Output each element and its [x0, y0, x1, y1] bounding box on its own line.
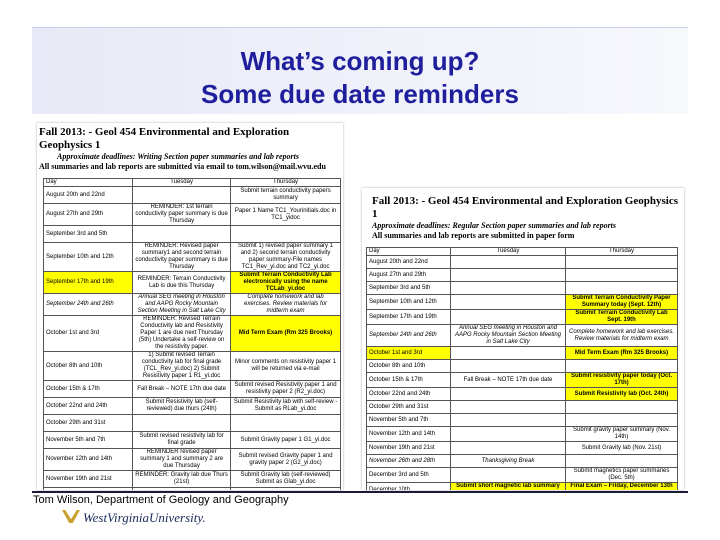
doc-note: All summaries and lab reports are submitted via email to tom.wilson@mail.wvu.edu: [39, 162, 326, 171]
row-tuesday-cell: [450, 282, 565, 295]
row-tuesday-cell: [450, 388, 565, 401]
table-row: [44, 432, 341, 449]
doc-subtitle: Approximate deadlines: Writing Section paper summaries and lab reports: [57, 152, 299, 161]
row-day-cell: November 5th and 7th: [367, 414, 451, 427]
row-thursday-cell: [231, 488, 341, 491]
table-row: [367, 295, 678, 310]
row-day-cell: December 3rd and 5th: [367, 468, 451, 483]
row-thursday-cell: Submit Terrain Conductivity Lab electronically using the name TCLab_yi.doc: [231, 272, 341, 294]
table-row: [367, 414, 678, 427]
table-row: [367, 468, 678, 483]
row-day-cell: October 15th & 17th: [44, 381, 133, 398]
wvu-logo-icon: [62, 510, 80, 523]
row-tuesday-cell: [450, 414, 565, 427]
row-thursday-cell: Final Exam – Friday, December 13th: [566, 483, 678, 491]
row-tuesday-cell: [450, 269, 565, 282]
row-tuesday-cell: Submit Resistivity lab (self-reviewed) due thurs (24th): [133, 398, 231, 415]
row-thursday-cell: Submit Resistivity lab with self-review - Submit as RLab_yi.doc: [231, 398, 341, 415]
row-thursday-cell: Submit Gravity lab (self-reviewed) Submit as Glab_yi.doc: [231, 471, 341, 488]
table-row: [367, 373, 678, 388]
row-day-cell: September 17th and 19th: [44, 272, 133, 294]
row-thursday-cell: [231, 415, 341, 432]
row-tuesday-cell: [133, 488, 231, 491]
table-row: [367, 455, 678, 468]
row-day-cell: September 3rd and 5th: [44, 226, 133, 243]
table-row: [44, 488, 341, 491]
row-day-cell: August 27th and 29th: [44, 204, 133, 226]
row-thursday-cell: [566, 269, 678, 282]
row-thursday-cell: Complete homework and lab exercises. Review materials for midterm exam: [566, 325, 678, 347]
row-thursday-cell: [566, 360, 678, 373]
table-row: [367, 325, 678, 347]
table-row: [44, 449, 341, 471]
row-tuesday-cell: [450, 347, 565, 360]
writing-section-deadlines-doc: [37, 123, 343, 490]
row-tuesday-cell: REMINDER: Gravity lab due Thurs (21st): [133, 471, 231, 488]
row-day-cell: December 10th: [367, 483, 451, 491]
row-day-cell: September 3rd and 5th: [367, 282, 451, 295]
row-day-cell: October 29th and 31st: [44, 415, 133, 432]
row-thursday-cell: Submit 1) revised paper summary 1 and 2) second terrain conductivity paper summary-File names TC1_Rev_yi.doc and TC2_yi.doc: [231, 243, 341, 272]
row-thursday-cell: Submit terrain conductivity papers summary: [231, 187, 341, 204]
row-day-cell: September 24th and 26th: [44, 294, 133, 316]
row-day-cell: November 12th and 14th: [44, 449, 133, 471]
row-day-cell: October 1st and 3rd: [367, 347, 451, 360]
row-tuesday-cell: Thanksgiving Break: [450, 455, 565, 468]
row-tuesday-cell: [450, 310, 565, 325]
row-day-cell: September 10th and 12th: [44, 243, 133, 272]
row-tuesday-cell: [450, 256, 565, 269]
row-thursday-cell: [231, 226, 341, 243]
row-thursday-cell: Complete homework and lab exercises. Review materials for midterm exam: [231, 294, 341, 316]
row-tuesday-cell: [450, 427, 565, 442]
doc-note: All summaries and lab reports are submitted in paper form: [372, 231, 575, 240]
wvu-logo: [62, 510, 206, 526]
column-header: Tuesday: [133, 179, 231, 187]
row-day-cell: October 15th & 17th: [367, 373, 451, 388]
table-row: [367, 427, 678, 442]
row-tuesday-cell: [450, 295, 565, 310]
row-thursday-cell: Submit Gravity paper 1 G1_yi.doc: [231, 432, 341, 449]
row-tuesday-cell: REMINDER: Terrain Conductivity Lab is due this Thursday: [133, 272, 231, 294]
row-thursday-cell: Submit Resistivity lab (Oct. 24th): [566, 388, 678, 401]
row-day-cell: September 24th and 26th: [367, 325, 451, 347]
table-row: [44, 398, 341, 415]
row-tuesday-cell: Fall Break – NOTE 17th due date: [450, 373, 565, 388]
row-tuesday-cell: [133, 226, 231, 243]
footer-divider: [32, 491, 688, 493]
table-row: [44, 381, 341, 398]
row-day-cell: November 12th and 14th: [367, 427, 451, 442]
regular-section-deadlines-doc: [362, 188, 684, 490]
footer-text: Tom Wilson, Department of Geology and Geography: [33, 494, 289, 506]
row-tuesday-cell: [450, 360, 565, 373]
row-thursday-cell: Submit Gravity lab (Nov. 21st): [566, 442, 678, 455]
deadlines-table: [366, 247, 678, 490]
row-thursday-cell: Minor comments on resistivity paper 1 will be returned via e-mail: [231, 352, 341, 381]
table-row: [44, 204, 341, 226]
row-tuesday-cell: [450, 468, 565, 483]
row-day-cell: September 10th and 12th: [367, 295, 451, 310]
table-row: [367, 347, 678, 360]
column-header: Thursday: [566, 248, 678, 256]
table-row: [44, 471, 341, 488]
row-thursday-cell: [566, 401, 678, 414]
row-day-cell: October 1st and 3rd: [44, 316, 133, 352]
row-tuesday-cell: [450, 442, 565, 455]
row-day-cell: [44, 488, 133, 491]
table-row: [44, 187, 341, 204]
table-row: [44, 226, 341, 243]
title-line-2: Some due date reminders: [201, 79, 519, 109]
row-day-cell: November 26th and 28th: [367, 455, 451, 468]
row-day-cell: October 22nd and 24th: [367, 388, 451, 401]
row-thursday-cell: Submit magnetics paper summaries (Dec. 5th): [566, 468, 678, 483]
row-tuesday-cell: Submit short magnetic lab summary: [450, 483, 565, 491]
row-thursday-cell: Paper 1 Name TC1_Yourinitials.doc in TC1_yidoc: [231, 204, 341, 226]
slide-title: [0, 45, 720, 111]
table-row: [367, 282, 678, 295]
row-thursday-cell: [566, 282, 678, 295]
row-day-cell: November 19th and 21st: [44, 471, 133, 488]
table-row: [44, 352, 341, 381]
row-thursday-cell: Mid Term Exam (Rm 325 Brooks): [566, 347, 678, 360]
row-thursday-cell: Submit Terrain Conductivity Paper Summary today (Sept. 12th): [566, 295, 678, 310]
row-day-cell: August 27th and 29th: [367, 269, 451, 282]
row-thursday-cell: [566, 455, 678, 468]
row-tuesday-cell: Submit revised resistivity lab for final grade: [133, 432, 231, 449]
row-day-cell: September 17th and 19th: [367, 310, 451, 325]
deadlines-table: [43, 178, 341, 490]
row-day-cell: November 5th and 7th: [44, 432, 133, 449]
table-row: [367, 483, 678, 491]
row-tuesday-cell: Annual SEG meeting in Houston and AAPG Rocky Mountain Section Meeting in Salt Lake City: [450, 325, 565, 347]
table-row: [367, 269, 678, 282]
doc-title: Fall 2013: - Geol 454 Environmental and Exploration Geophysics 1: [39, 126, 290, 151]
title-line-1: What’s coming up?: [240, 46, 480, 76]
row-tuesday-cell: 1) Submit revised Terrain conductivity lab for final grade (TCL_Rev_yi.doc) 2) Submit Resistivity paper 1 R1_yi.doc: [133, 352, 231, 381]
table-row: [367, 401, 678, 414]
row-day-cell: August 20th and 22nd: [367, 256, 451, 269]
row-thursday-cell: [566, 414, 678, 427]
row-tuesday-cell: [450, 401, 565, 414]
row-day-cell: November 19th and 21st: [367, 442, 451, 455]
table-row: [44, 294, 341, 316]
column-header: Day: [367, 248, 451, 256]
row-tuesday-cell: REMINDER revised paper summary 1 and summary 2 are due Thursday: [133, 449, 231, 471]
row-day-cell: August 20th and 22nd: [44, 187, 133, 204]
row-day-cell: October 8th and 10th: [367, 360, 451, 373]
row-tuesday-cell: Fall Break – NOTE 17th due date: [133, 381, 231, 398]
logo-text: WestVirginiaUniversity.: [83, 510, 206, 525]
row-day-cell: October 29th and 31st: [367, 401, 451, 414]
row-tuesday-cell: REMINDER: Revised Terrain Conductivity lab and Resistivity Paper 1 are due next Thursday (5th) Undertake a self-review on the resistivity paper.: [133, 316, 231, 352]
row-thursday-cell: Submit revised Gravity paper 1 and gravity paper 2 (G2_yi.doc): [231, 449, 341, 471]
row-thursday-cell: Submit resistivity paper today (Oct. 17th): [566, 373, 678, 388]
row-tuesday-cell: Annual SEG meeting in Houston and AAPG Rocky Mountain Section Meeting in Salt Lake City: [133, 294, 231, 316]
doc-title: Fall 2013: - Geol 454 Environmental and Exploration Geophysics 1: [372, 195, 678, 220]
row-tuesday-cell: [133, 415, 231, 432]
table-row: [367, 256, 678, 269]
doc-subtitle: Approximate deadlines: Regular Section paper summaries and lab reports: [372, 221, 617, 230]
row-day-cell: October 22nd and 24th: [44, 398, 133, 415]
row-thursday-cell: Mid Term Exam (Rm 325 Brooks): [231, 316, 341, 352]
row-tuesday-cell: [133, 187, 231, 204]
table-row: [367, 442, 678, 455]
table-row: [44, 415, 341, 432]
table-row: [367, 360, 678, 373]
table-row: [44, 272, 341, 294]
table-row: [44, 316, 341, 352]
row-thursday-cell: Submit revised Resistivity paper 1 and resistivity paper 2 (R2_yi.doc): [231, 381, 341, 398]
column-header: Day: [44, 179, 133, 187]
column-header: Thursday: [231, 179, 341, 187]
table-row: [44, 243, 341, 272]
row-tuesday-cell: REMINDER: 1st terrain conductivity paper summary is due Thursday: [133, 204, 231, 226]
row-thursday-cell: Submit Terrain Conductivity Lab Sept. 19th: [566, 310, 678, 325]
row-day-cell: October 8th and 10th: [44, 352, 133, 381]
column-header: Tuesday: [450, 248, 565, 256]
row-tuesday-cell: REMINDER: Revised paper summary1 and second terrain conductivity paper summary is due Thursday: [133, 243, 231, 272]
row-thursday-cell: [566, 256, 678, 269]
row-thursday-cell: Submit gravity paper summary (Nov. 14th): [566, 427, 678, 442]
table-row: [367, 310, 678, 325]
table-row: [367, 388, 678, 401]
